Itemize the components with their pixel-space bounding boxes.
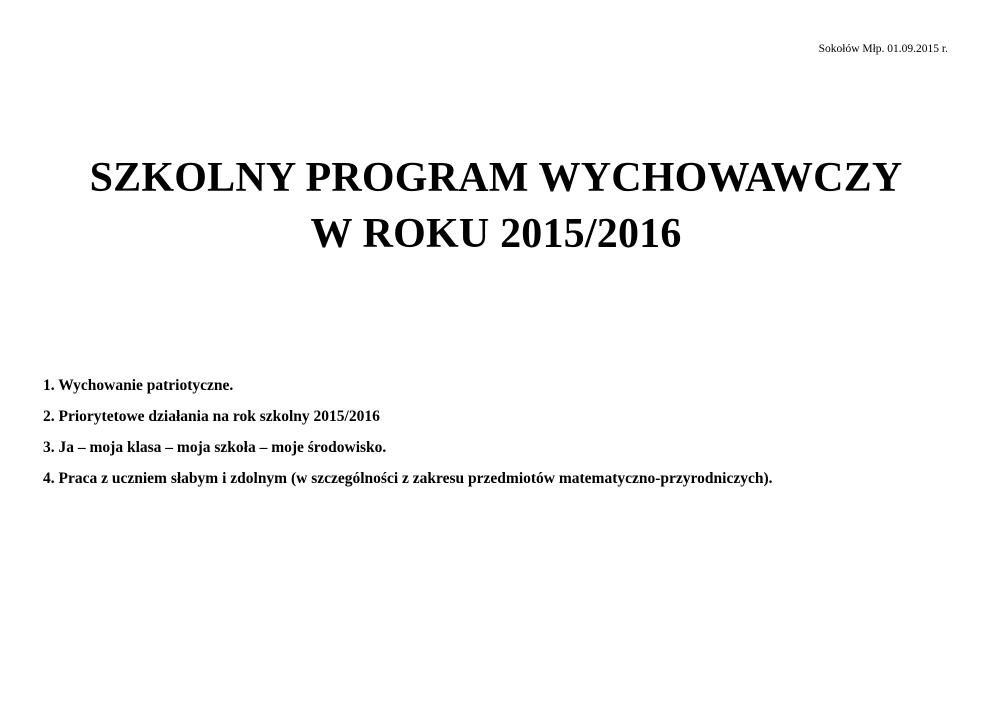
list-item: 3. Ja – moja klasa – moja szkoła – moje środowisko. [43, 439, 387, 456]
title-line-2: W ROKU 2015/2016 [310, 211, 682, 257]
list-item: 1. Wychowanie patriotyczne. [43, 377, 234, 394]
title-line-1: SZKOLNY PROGRAM WYCHOWAWCZY [89, 155, 903, 201]
program-list [43, 370, 773, 494]
list-item: 4. Praca z uczniem słabym i zdolnym (w szczególności z zakresu przedmiotów matematyczno-przyrodniczych). [43, 470, 773, 487]
list-item: 2. Priorytetowe działania na rok szkolny 2015/2016 [43, 408, 380, 425]
place-date: Sokołów Młp. 01.09.2015 r. [818, 43, 948, 55]
document-title [0, 150, 992, 262]
